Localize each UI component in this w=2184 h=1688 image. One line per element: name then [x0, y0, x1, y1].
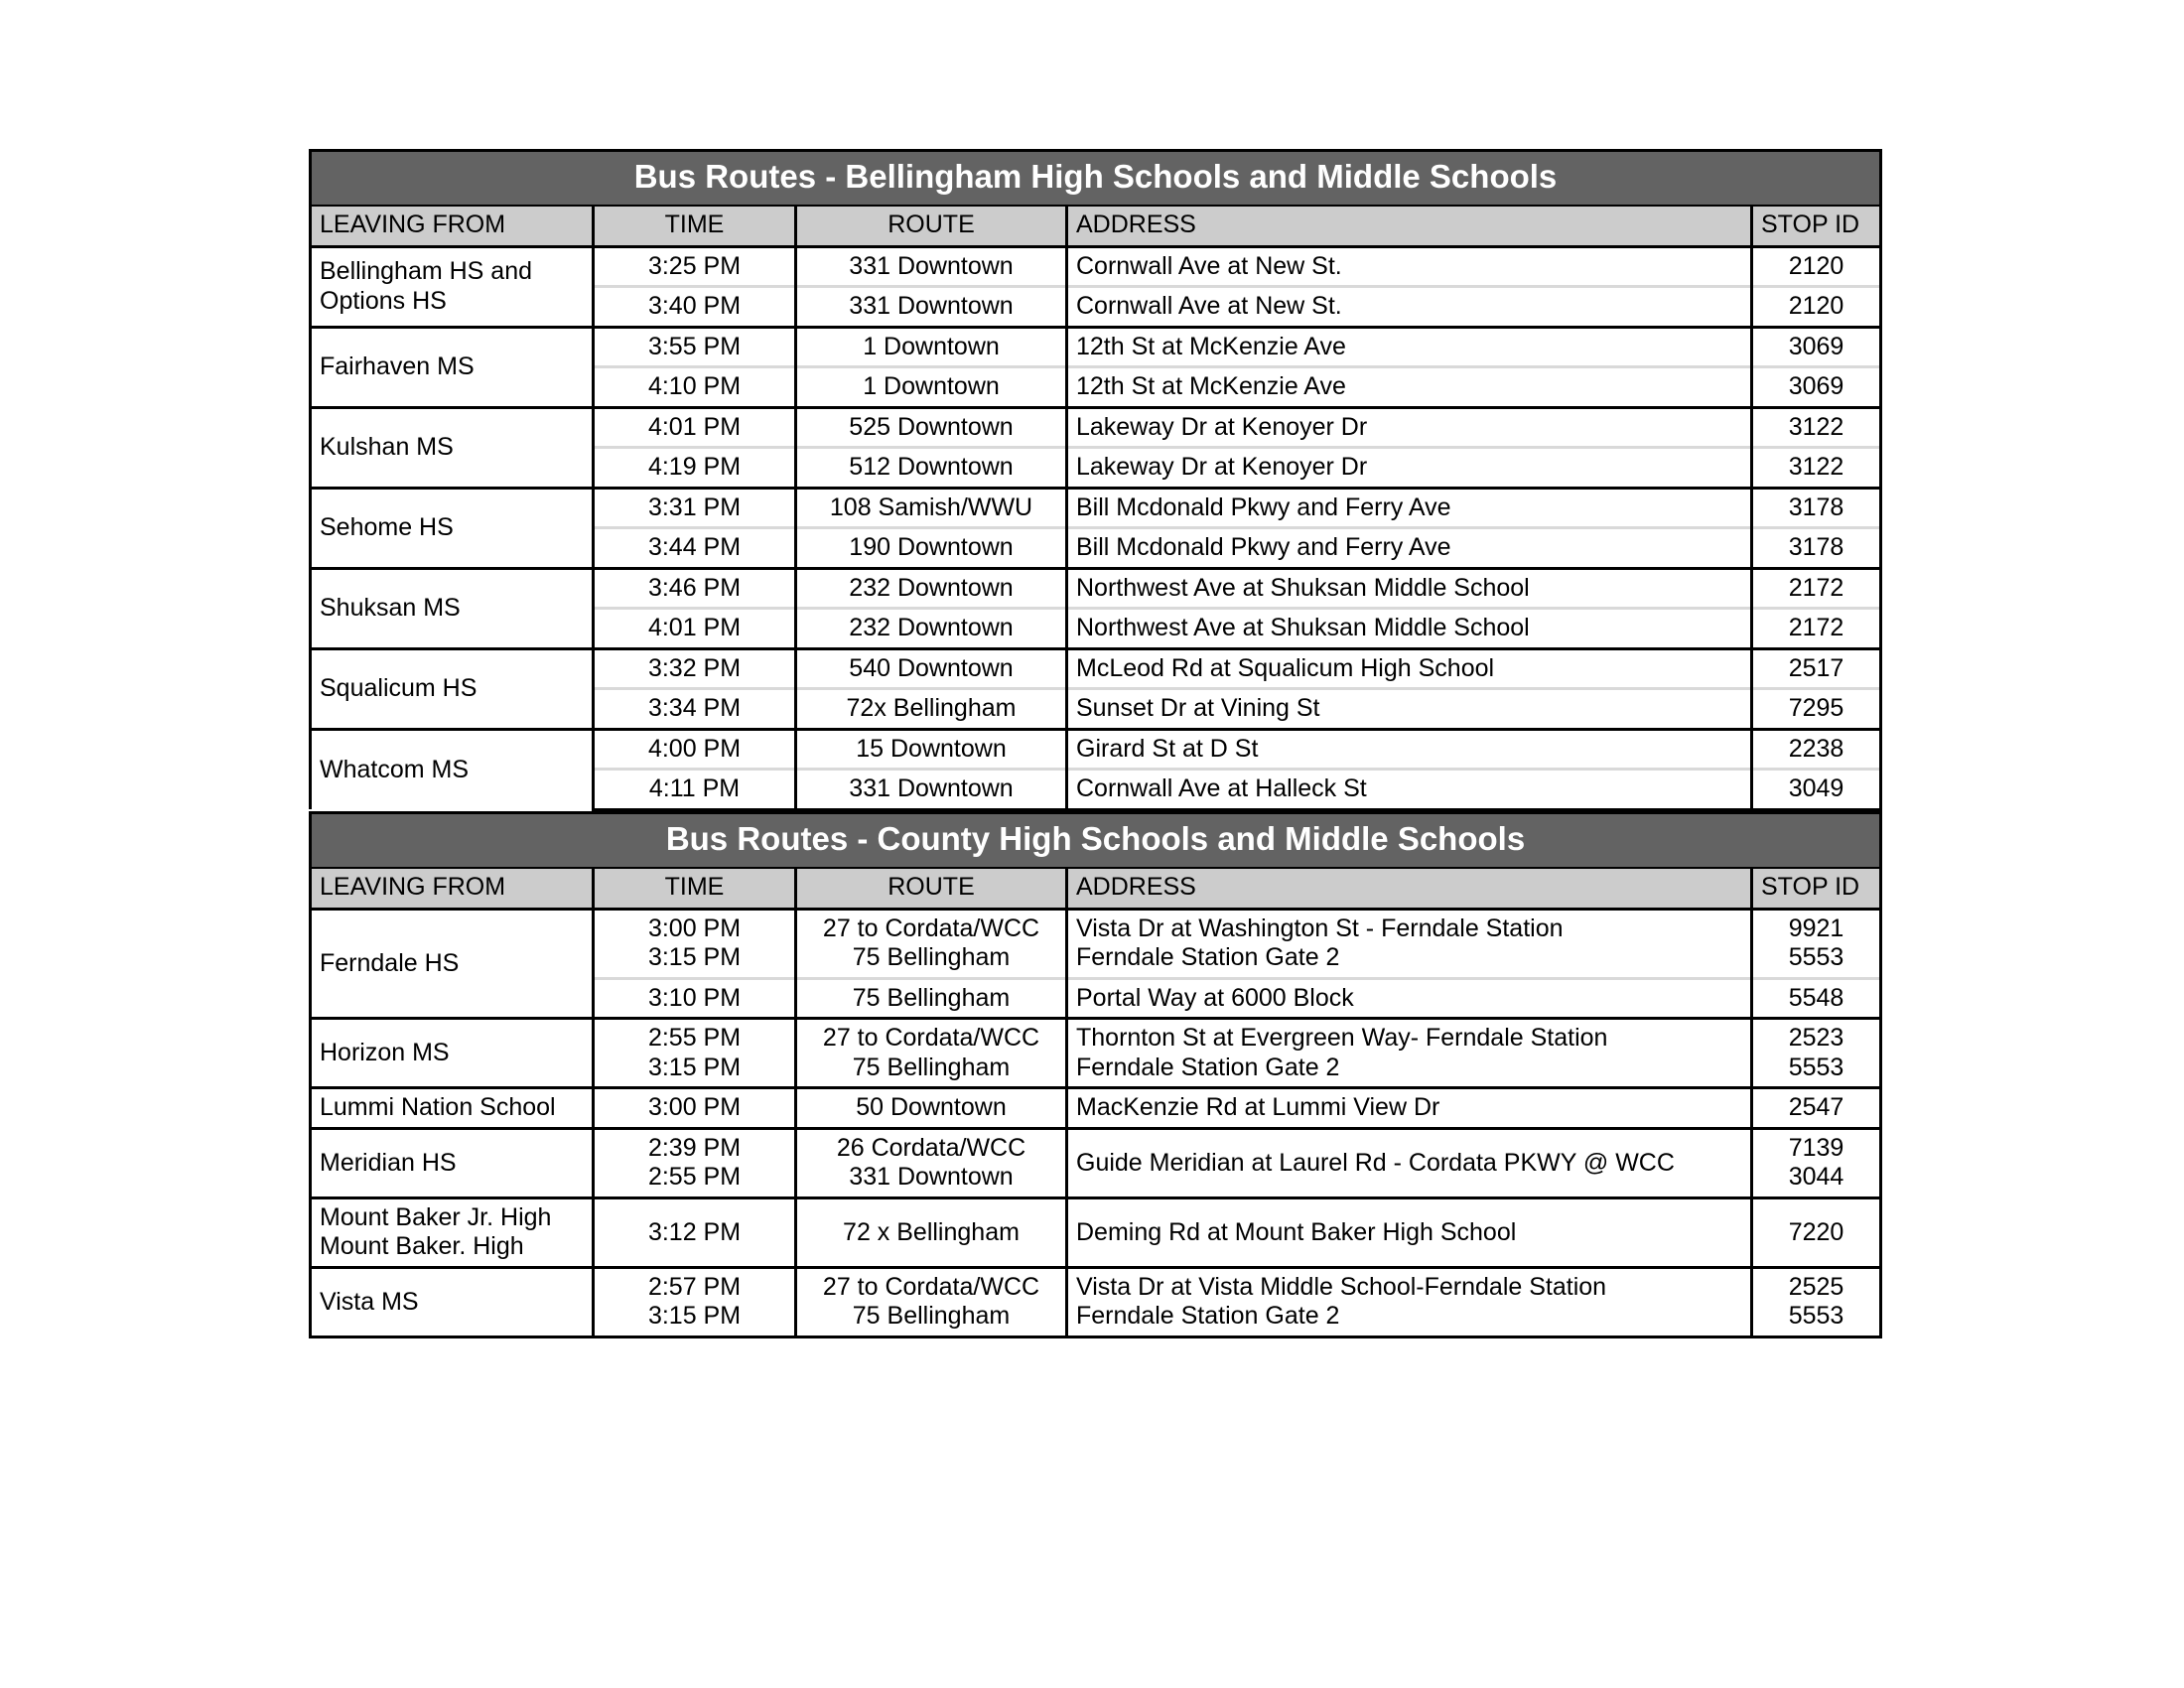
- school-name-line-2: Options HS: [320, 286, 447, 315]
- table-row: [311, 246, 1881, 287]
- route-name-line: 27 to Cordata/WCC: [822, 914, 1040, 942]
- column-header-route: ROUTE: [796, 868, 1067, 910]
- departure-time: 4:00 PM: [594, 729, 796, 770]
- departure-time: 4:01 PM: [594, 609, 796, 649]
- stop-address: Lakeway Dr at Kenoyer Dr: [1067, 407, 1752, 448]
- route-name: 72 x Bellingham: [796, 1197, 1067, 1267]
- table-row: [311, 729, 1881, 770]
- route-name: [796, 1019, 1067, 1088]
- table-row: [311, 488, 1881, 528]
- stop-address: Cornwall Ave at New St.: [1067, 246, 1752, 287]
- stop-id: 3069: [1752, 367, 1881, 408]
- route-name-line: 75 Bellingham: [852, 943, 1011, 972]
- school-name-cell: Whatcom MS: [311, 729, 594, 809]
- stop-address: Sunset Dr at Vining St: [1067, 689, 1752, 730]
- bellingham-table-head: [311, 151, 1881, 247]
- column-header-route: ROUTE: [796, 206, 1067, 247]
- bellingham-schedule-table: [309, 149, 1882, 811]
- county-table-title: Bus Routes - County High Schools and Middle Schools: [311, 812, 1881, 867]
- stop-id-line: 3044: [1788, 1163, 1844, 1192]
- school-name-line-1: Mount Baker Jr. High: [320, 1202, 552, 1231]
- departure-time-line: 2:39 PM: [647, 1133, 742, 1162]
- school-name-cell: Kulshan MS: [311, 407, 594, 488]
- route-name: 331 Downtown: [796, 287, 1067, 328]
- school-name-line-2: Mount Baker. High: [320, 1232, 524, 1261]
- stop-id: 3178: [1752, 488, 1881, 528]
- county-schedule-table: [309, 811, 1882, 1338]
- column-header-time: TIME: [594, 868, 796, 910]
- route-name-line: 75 Bellingham: [852, 1302, 1011, 1331]
- route-name: 72x Bellingham: [796, 689, 1067, 730]
- departure-time-line: 2:57 PM: [647, 1272, 742, 1301]
- stop-id: 2547: [1752, 1088, 1881, 1129]
- stop-id: 2172: [1752, 568, 1881, 609]
- column-header-address: ADDRESS: [1067, 206, 1752, 247]
- stop-id: 3122: [1752, 448, 1881, 489]
- county-table-head: [311, 812, 1881, 909]
- stop-address: Deming Rd at Mount Baker High School: [1067, 1197, 1752, 1267]
- bellingham-column-header-row: [311, 206, 1881, 247]
- table-row: [311, 1019, 1881, 1088]
- stop-id: [1752, 909, 1881, 978]
- route-name-line: 27 to Cordata/WCC: [822, 1024, 1040, 1053]
- county-column-header-row: [311, 868, 1881, 910]
- departure-time: [594, 1019, 796, 1088]
- route-name: 512 Downtown: [796, 448, 1067, 489]
- stop-address-line: Vista Dr at Washington St - Ferndale Station: [1076, 914, 1564, 942]
- stop-address-line: Ferndale Station Gate 2: [1076, 943, 1340, 972]
- stop-address: Girard St at D St: [1067, 729, 1752, 770]
- departure-time: 4:01 PM: [594, 407, 796, 448]
- stop-id: 2238: [1752, 729, 1881, 770]
- route-name: 331 Downtown: [796, 246, 1067, 287]
- route-name: 15 Downtown: [796, 729, 1067, 770]
- departure-time: 3:34 PM: [594, 689, 796, 730]
- stop-address-line: Vista Dr at Vista Middle School-Ferndale Station: [1076, 1272, 1607, 1301]
- stop-address: Northwest Ave at Shuksan Middle School: [1067, 609, 1752, 649]
- stop-id: 3122: [1752, 407, 1881, 448]
- departure-time: 3:44 PM: [594, 528, 796, 569]
- stop-address: Cornwall Ave at New St.: [1067, 287, 1752, 328]
- departure-time: 3:32 PM: [594, 648, 796, 689]
- route-name: 50 Downtown: [796, 1088, 1067, 1129]
- school-name-cell: Sehome HS: [311, 488, 594, 568]
- school-name-cell: Vista MS: [311, 1267, 594, 1336]
- route-name: 190 Downtown: [796, 528, 1067, 569]
- departure-time-line: 3:15 PM: [647, 1053, 742, 1081]
- stop-id: 3178: [1752, 528, 1881, 569]
- stop-address-line: Thornton St at Evergreen Way- Ferndale Station: [1076, 1024, 1608, 1053]
- stop-id: [1752, 1267, 1881, 1336]
- departure-time-line: 2:55 PM: [647, 1163, 742, 1192]
- departure-time: 3:10 PM: [594, 978, 796, 1019]
- stop-address: [1067, 1267, 1752, 1336]
- stop-address: MacKenzie Rd at Lummi View Dr: [1067, 1088, 1752, 1129]
- stop-address: Portal Way at 6000 Block: [1067, 978, 1752, 1019]
- column-header-leaving-from: LEAVING FROM: [311, 206, 594, 247]
- column-header-address: ADDRESS: [1067, 868, 1752, 910]
- bellingham-table-title: Bus Routes - Bellingham High Schools and Middle Schools: [311, 151, 1881, 206]
- stop-id: 5548: [1752, 978, 1881, 1019]
- route-name: 525 Downtown: [796, 407, 1067, 448]
- county-title-row: [311, 812, 1881, 867]
- stop-address: Bill Mcdonald Pkwy and Ferry Ave: [1067, 488, 1752, 528]
- school-name-cell: [311, 1197, 594, 1267]
- route-name: 540 Downtown: [796, 648, 1067, 689]
- departure-time: 4:10 PM: [594, 367, 796, 408]
- departure-time: 3:31 PM: [594, 488, 796, 528]
- departure-time: 3:12 PM: [594, 1197, 796, 1267]
- stop-id-line: 5553: [1788, 1053, 1844, 1081]
- departure-time-line: 2:55 PM: [647, 1024, 742, 1053]
- stop-id-line: 5553: [1788, 1302, 1844, 1331]
- route-name: 75 Bellingham: [796, 978, 1067, 1019]
- stop-address: [1067, 909, 1752, 978]
- stop-address: Cornwall Ave at Halleck St: [1067, 770, 1752, 810]
- stop-id: 2120: [1752, 287, 1881, 328]
- departure-time: 4:19 PM: [594, 448, 796, 489]
- departure-time: 3:55 PM: [594, 327, 796, 367]
- stop-id: 7295: [1752, 689, 1881, 730]
- route-name: 108 Samish/WWU: [796, 488, 1067, 528]
- table-row: [311, 1128, 1881, 1197]
- stop-address: Guide Meridian at Laurel Rd - Cordata PKWY @ WCC: [1067, 1128, 1752, 1197]
- route-name-line: 26 Cordata/WCC: [836, 1133, 1026, 1162]
- route-name: 232 Downtown: [796, 609, 1067, 649]
- route-name-line: 331 Downtown: [849, 1163, 1014, 1192]
- table-row: [311, 407, 1881, 448]
- stop-address: Lakeway Dr at Kenoyer Dr: [1067, 448, 1752, 489]
- county-table-body: [311, 909, 1881, 1336]
- stop-address: Northwest Ave at Shuksan Middle School: [1067, 568, 1752, 609]
- route-name: 232 Downtown: [796, 568, 1067, 609]
- stop-id: [1752, 1019, 1881, 1088]
- column-header-stop-id: STOP ID: [1752, 206, 1881, 247]
- stop-id: 2517: [1752, 648, 1881, 689]
- column-header-leaving-from: LEAVING FROM: [311, 868, 594, 910]
- stop-id-line: 2525: [1788, 1272, 1844, 1301]
- departure-time: [594, 1267, 796, 1336]
- stop-address-line: Ferndale Station Gate 2: [1076, 1053, 1340, 1081]
- bellingham-title-row: [311, 151, 1881, 206]
- stop-id: 3049: [1752, 770, 1881, 810]
- route-name-line: 27 to Cordata/WCC: [822, 1272, 1040, 1301]
- school-name-cell: Horizon MS: [311, 1019, 594, 1088]
- route-name: 331 Downtown: [796, 770, 1067, 810]
- departure-time: [594, 909, 796, 978]
- route-name: 1 Downtown: [796, 367, 1067, 408]
- departure-time-line: 3:00 PM: [647, 914, 742, 942]
- school-name-cell: Squalicum HS: [311, 648, 594, 729]
- departure-time: 3:46 PM: [594, 568, 796, 609]
- departure-time: 4:11 PM: [594, 770, 796, 810]
- stop-address-line: Ferndale Station Gate 2: [1076, 1302, 1340, 1331]
- table-row: [311, 1197, 1881, 1267]
- stop-address: 12th St at McKenzie Ave: [1067, 367, 1752, 408]
- table-row: [311, 1267, 1881, 1336]
- stop-address: 12th St at McKenzie Ave: [1067, 327, 1752, 367]
- table-row: [311, 568, 1881, 609]
- stop-id-line: 9921: [1788, 914, 1844, 942]
- route-name: [796, 909, 1067, 978]
- table-row: [311, 327, 1881, 367]
- bellingham-table-body: [311, 246, 1881, 809]
- route-name-line: 75 Bellingham: [852, 1053, 1011, 1081]
- stop-id: 3069: [1752, 327, 1881, 367]
- table-row: [311, 1088, 1881, 1129]
- departure-time: [594, 1128, 796, 1197]
- departure-time: 3:25 PM: [594, 246, 796, 287]
- stop-id-line: 5553: [1788, 943, 1844, 972]
- school-name-line-1: Bellingham HS and: [320, 257, 533, 286]
- departure-time-line: 3:15 PM: [647, 943, 742, 972]
- stop-address: Bill Mcdonald Pkwy and Ferry Ave: [1067, 528, 1752, 569]
- school-name-cell: Shuksan MS: [311, 568, 594, 648]
- stop-id-line: 7139: [1788, 1133, 1844, 1162]
- stop-id: 2120: [1752, 246, 1881, 287]
- table-row: [311, 648, 1881, 689]
- departure-time: 3:40 PM: [594, 287, 796, 328]
- school-name-cell: [311, 246, 594, 327]
- route-name: [796, 1267, 1067, 1336]
- table-row: [311, 909, 1881, 978]
- column-header-stop-id: STOP ID: [1752, 868, 1881, 910]
- stop-id: 7220: [1752, 1197, 1881, 1267]
- school-name-cell: Fairhaven MS: [311, 327, 594, 407]
- route-name: 1 Downtown: [796, 327, 1067, 367]
- bus-routes-sheet: [309, 149, 1879, 1338]
- stop-address: [1067, 1019, 1752, 1088]
- school-name-cell: Ferndale HS: [311, 909, 594, 1019]
- stop-id-line: 2523: [1788, 1024, 1844, 1053]
- stop-address: McLeod Rd at Squalicum High School: [1067, 648, 1752, 689]
- departure-time: 3:00 PM: [594, 1088, 796, 1129]
- school-name-cell: Meridian HS: [311, 1128, 594, 1197]
- stop-id: 2172: [1752, 609, 1881, 649]
- school-name-cell: Lummi Nation School: [311, 1088, 594, 1129]
- route-name: [796, 1128, 1067, 1197]
- column-header-time: TIME: [594, 206, 796, 247]
- stop-id: [1752, 1128, 1881, 1197]
- departure-time-line: 3:15 PM: [647, 1302, 742, 1331]
